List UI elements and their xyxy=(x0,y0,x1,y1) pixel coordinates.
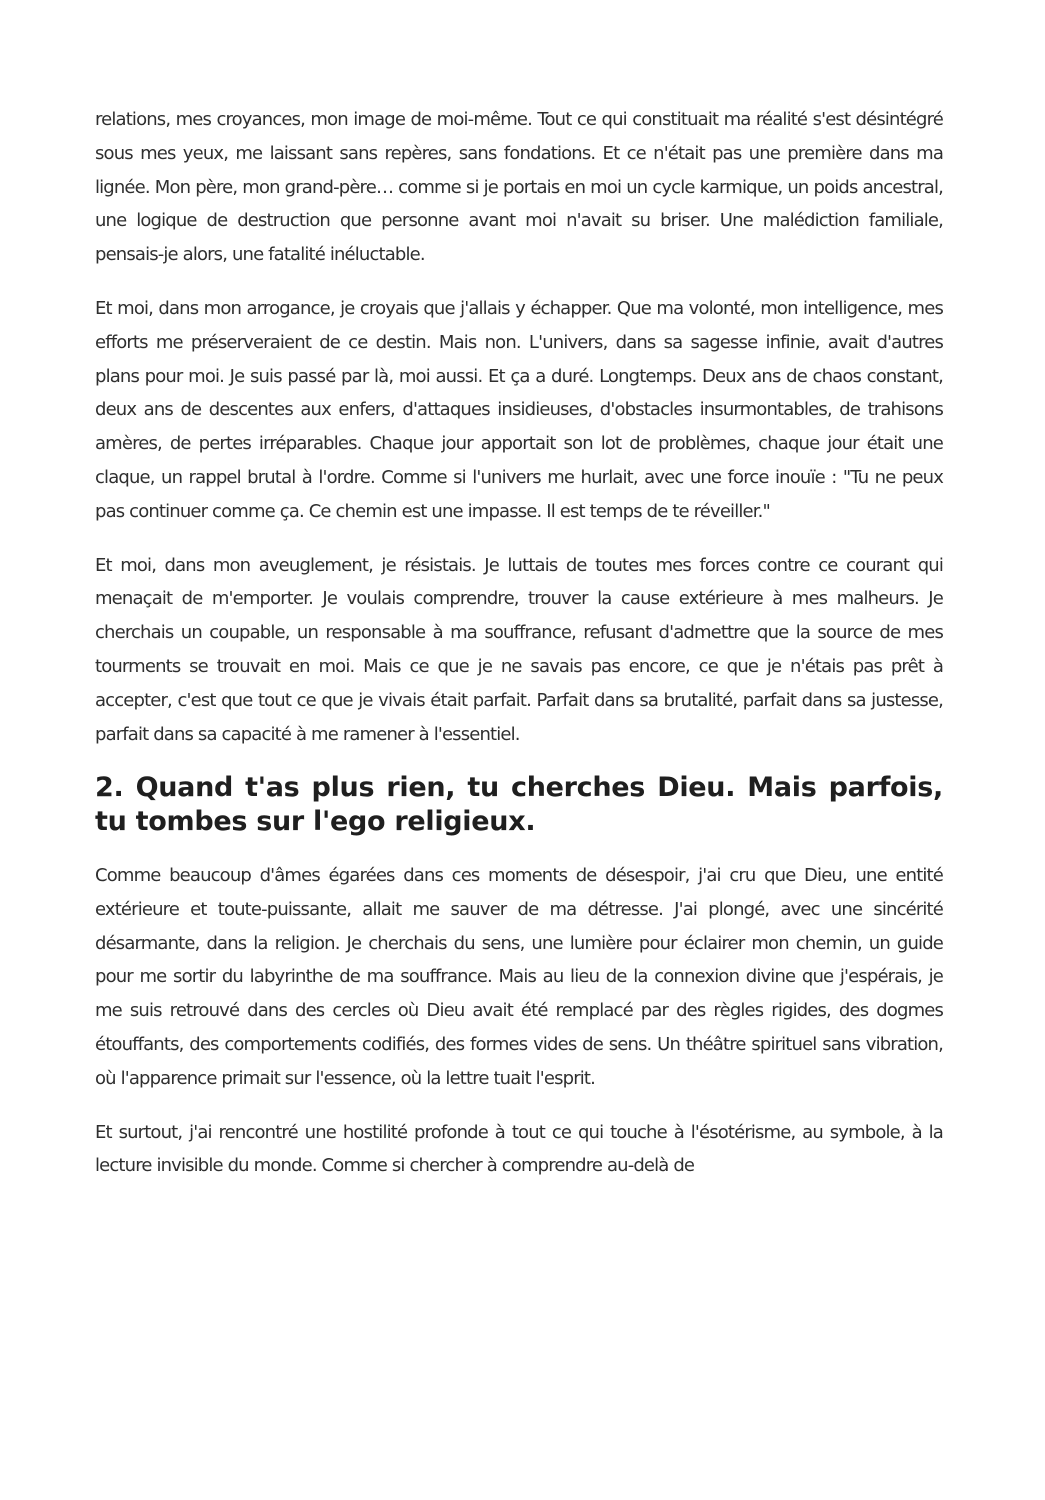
document-page xyxy=(95,103,943,1203)
paragraph-religion: Comme beaucoup d'âmes égarées dans ces moments de désespoir, j'ai cru que Dieu, une entité extérieure et toute-puissante, allait me sauver de ma détresse. J'ai plongé, avec une sincérité désarmante, dans la religion. Je cherchais du sens, une lumière pour éclairer mon chemin, un guide pour me sortir du labyrinthe de ma souffrance. Mais au lieu de la connexion divine que j'espérais, je me suis retrouvé dans des cercles où Dieu avait été remplacé par des règles rigides, des dogmes étouffants, des comportements codifiés, des formes vides de sens. Un théâtre spirituel sans vibration, où l'apparence primait sur l'essence, où la lettre tuait l'esprit. xyxy=(95,864,943,1089)
section-heading: 2. Quand t'as plus rien, tu cherches Dieu. Mais parfois, tu tombes sur l'ego religieux. xyxy=(95,772,943,838)
paragraph-resistance: Et moi, dans mon aveuglement, je résistais. Je luttais de toutes mes forces contre ce courant qui menaçait de m'emporter. Je voulais comprendre, trouver la cause extérieure à mes malheurs. Je cherchais un coupable, un responsable à ma souffrance, refusant d'admettre que la source de mes tourments se trouvait en moi. Mais ce que je ne savais pas encore, ce que je n'étais pas prêt à accepter, c'est que tout ce que je vivais était parfait. Parfait dans sa brutalité, parfait dans sa justesse, parfait dans sa capacité à me ramener à l'essentiel. xyxy=(95,554,943,745)
paragraph-karmic-cycle: relations, mes croyances, mon image de moi-même. Tout ce qui constituait ma réalité s'est désintégré sous mes yeux, me laissant sans repères, sans fondations. Et ce n'était pas une première dans ma lignée. Mon père, mon grand-père… comme si je portais en moi un cycle karmique, un poids ancestral, une logique de destruction que personne avant moi n'avait su briser. Une malédiction familiale, pensais-je alors, une fatalité inéluctable. xyxy=(95,109,943,266)
paragraph-arrogance: Et moi, dans mon arrogance, je croyais que j'allais y échapper. Que ma volonté, mon intelligence, mes efforts me préserveraient de ce destin. Mais non. L'univers, dans sa sagesse infinie, avait d'autres plans pour moi. Je suis passé par là, moi aussi. Et ça a duré. Longtemps. Deux ans de chaos constant, deux ans de descentes aux enfers, d'attaques insidieuses, d'obstacles insurmontables, de trahisons amères, de pertes irréparables. Chaque jour apportait son lot de problèmes, chaque jour était une claque, un rappel brutal à l'ordre. Comme si l'univers me hurlait, avec une force inouïe : "Tu ne peux pas continuer comme ça. Ce chemin est une impasse. Il est temps de te réveiller." xyxy=(95,297,943,522)
paragraph-esoterism: Et surtout, j'ai rencontré une hostilité profonde à tout ce qui touche à l'ésotérisme, au symbole, à la lecture invisible du monde. Comme si chercher à comprendre au-delà de xyxy=(95,1121,943,1177)
